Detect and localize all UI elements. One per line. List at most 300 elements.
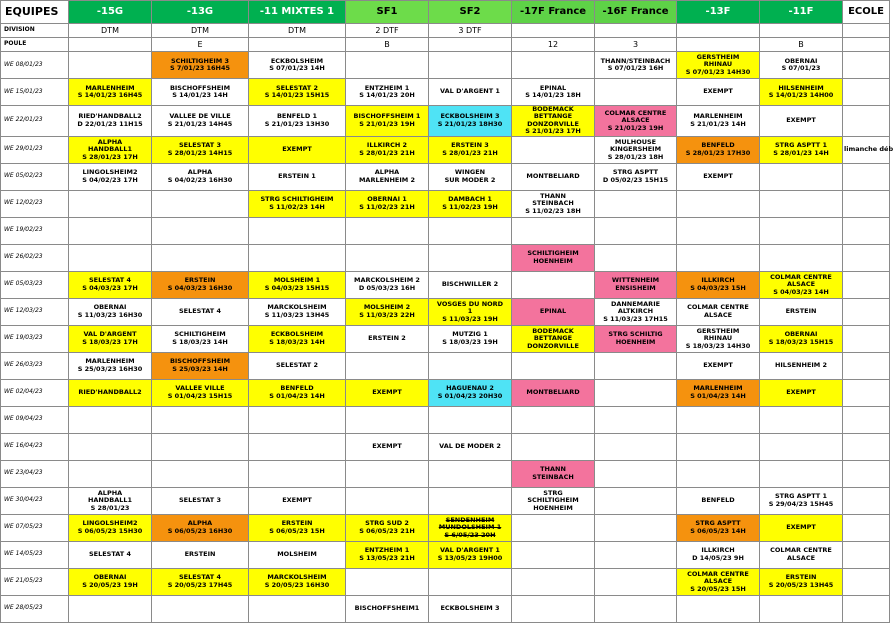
- match-cell[interactable]: [760, 325, 843, 352]
- column-header-16f-france[interactable]: -16F France: [595, 1, 677, 24]
- meta-cell[interactable]: [595, 24, 677, 38]
- equipes-header[interactable]: EQUIPES: [1, 1, 69, 24]
- week-date-cell[interactable]: WE 15/01/23: [1, 79, 69, 106]
- match-cell[interactable]: [677, 163, 760, 190]
- match-cell[interactable]: [677, 136, 760, 163]
- meta-cell[interactable]: [69, 38, 152, 52]
- match-cell[interactable]: [843, 106, 890, 137]
- match-text: COLMAR CENTRE ALSACE S 20/05/23 15H: [687, 569, 749, 593]
- week-date-cell[interactable]: WE 09/04/23: [1, 406, 69, 433]
- match-cell[interactable]: [249, 406, 346, 433]
- match-text: MARCKOLSHEIM 2 D 05/03/23 16H: [354, 276, 420, 292]
- match-cell[interactable]: [843, 52, 890, 79]
- match-cell[interactable]: [249, 514, 346, 541]
- match-text: THANN STEINBACH: [532, 465, 574, 481]
- match-cell[interactable]: [512, 217, 595, 244]
- match-cell[interactable]: [69, 487, 152, 514]
- match-cell[interactable]: [69, 406, 152, 433]
- week-date-cell[interactable]: WE 28/05/23: [1, 595, 69, 622]
- meta-cell[interactable]: 2 DTF: [346, 24, 429, 38]
- match-cell[interactable]: [346, 136, 429, 163]
- match-text: MOLSHEIM 1 S 04/03/23 15H15: [264, 276, 330, 292]
- division-row: [1, 24, 890, 38]
- match-cell[interactable]: [249, 136, 346, 163]
- week-date-cell[interactable]: WE 14/05/23: [1, 541, 69, 568]
- match-cell[interactable]: [152, 487, 249, 514]
- match-cell[interactable]: [595, 52, 677, 79]
- match-cell[interactable]: [760, 163, 843, 190]
- match-cell[interactable]: [512, 271, 595, 298]
- match-text: ECKBOLSHEIM 3: [440, 604, 500, 613]
- match-cell[interactable]: [429, 271, 512, 298]
- week-row: [1, 52, 890, 79]
- match-cell[interactable]: [677, 298, 760, 325]
- week-date-cell[interactable]: WE 30/04/23: [1, 487, 69, 514]
- match-cell[interactable]: [69, 568, 152, 595]
- match-text: ILLKIRCH S 04/03/23 15H: [690, 276, 746, 292]
- match-cell[interactable]: [595, 541, 677, 568]
- match-cell[interactable]: [346, 298, 429, 325]
- match-cell[interactable]: [429, 106, 512, 137]
- match-cell[interactable]: [69, 136, 152, 163]
- match-cell[interactable]: [512, 595, 595, 622]
- match-cell[interactable]: [595, 325, 677, 352]
- match-cell[interactable]: [69, 379, 152, 406]
- week-date-cell[interactable]: WE 26/03/23: [1, 352, 69, 379]
- column-header-sf2[interactable]: SF2: [429, 1, 512, 24]
- match-text: MARLENHEIM S 25/03/23 16H30: [77, 357, 143, 373]
- match-cell[interactable]: [69, 352, 152, 379]
- match-cell[interactable]: [69, 244, 152, 271]
- match-cell[interactable]: [249, 568, 346, 595]
- match-cell[interactable]: [429, 352, 512, 379]
- match-cell[interactable]: [677, 271, 760, 298]
- match-cell[interactable]: [249, 541, 346, 568]
- match-cell[interactable]: [152, 433, 249, 460]
- week-date-cell[interactable]: WE 05/02/23: [1, 163, 69, 190]
- match-cell[interactable]: [677, 487, 760, 514]
- match-cell[interactable]: [152, 352, 249, 379]
- match-cell[interactable]: [429, 541, 512, 568]
- match-cell[interactable]: [760, 190, 843, 217]
- match-cell[interactable]: [346, 163, 429, 190]
- match-cell[interactable]: [346, 217, 429, 244]
- match-cell[interactable]: [677, 406, 760, 433]
- match-text: limanche déb: [844, 145, 894, 154]
- week-date-cell[interactable]: WE 08/01/23: [1, 52, 69, 79]
- match-cell[interactable]: [677, 217, 760, 244]
- match-cell[interactable]: [760, 298, 843, 325]
- match-cell[interactable]: [595, 106, 677, 137]
- week-date-cell[interactable]: WE 19/02/23: [1, 217, 69, 244]
- match-text: COLMAR CENTRE ALSACE: [770, 546, 832, 562]
- match-cell[interactable]: [760, 244, 843, 271]
- match-cell[interactable]: [429, 406, 512, 433]
- match-cell[interactable]: [843, 595, 890, 622]
- match-cell[interactable]: [843, 136, 894, 163]
- column-header-sf1[interactable]: SF1: [346, 1, 429, 24]
- week-date-cell[interactable]: WE 26/02/23: [1, 244, 69, 271]
- match-cell[interactable]: [346, 406, 429, 433]
- match-cell[interactable]: [249, 460, 346, 487]
- match-cell[interactable]: [843, 79, 890, 106]
- match-cell[interactable]: [249, 217, 346, 244]
- match-cell[interactable]: [249, 244, 346, 271]
- match-cell[interactable]: [843, 433, 890, 460]
- match-text: OBERNAI S 07/01/23: [781, 56, 821, 72]
- match-cell[interactable]: [843, 541, 890, 568]
- match-text: ECKBOLSHEIM 3 S 21/01/23 18H30: [437, 112, 503, 128]
- header-row: [1, 1, 890, 24]
- match-cell[interactable]: [760, 460, 843, 487]
- match-cell[interactable]: [677, 352, 760, 379]
- week-row: [1, 352, 890, 379]
- match-cell[interactable]: [152, 271, 249, 298]
- match-cell[interactable]: [512, 190, 595, 217]
- match-cell[interactable]: [677, 433, 760, 460]
- match-cell[interactable]: [152, 568, 249, 595]
- match-cell[interactable]: [595, 595, 677, 622]
- match-cell[interactable]: [843, 352, 890, 379]
- match-cell[interactable]: [429, 52, 512, 79]
- match-cell[interactable]: [760, 568, 843, 595]
- match-cell[interactable]: [512, 52, 595, 79]
- match-cell[interactable]: [512, 514, 595, 541]
- match-cell[interactable]: [677, 595, 760, 622]
- column-header-11-mixtes-1[interactable]: -11 MIXTES 1: [249, 1, 346, 24]
- meta-cell[interactable]: 3: [595, 38, 677, 52]
- match-cell[interactable]: [429, 433, 512, 460]
- match-cell[interactable]: [760, 406, 843, 433]
- match-cell[interactable]: [843, 217, 890, 244]
- match-cell[interactable]: [249, 271, 346, 298]
- match-cell[interactable]: [595, 406, 677, 433]
- match-cell[interactable]: [760, 487, 843, 514]
- match-text: EXEMPT: [703, 87, 733, 96]
- match-text: ALPHA S 04/02/23 16H30: [167, 168, 233, 184]
- match-cell[interactable]: [760, 52, 843, 79]
- match-text: BISCHOFFSHEIM 1 S 21/01/23 19H: [353, 112, 421, 128]
- meta-cell[interactable]: [677, 24, 760, 38]
- match-cell[interactable]: [677, 79, 760, 106]
- match-cell[interactable]: [677, 244, 760, 271]
- week-row: [1, 379, 890, 406]
- meta-cell[interactable]: 3 DTF: [429, 24, 512, 38]
- match-cell[interactable]: [595, 163, 677, 190]
- match-text: BISCHOFFSHEIM S 25/03/23 14H: [169, 357, 231, 373]
- match-cell[interactable]: [677, 568, 760, 595]
- week-row: [1, 271, 890, 298]
- match-cell[interactable]: [429, 514, 512, 541]
- match-cell[interactable]: [346, 190, 429, 217]
- meta-cell[interactable]: DTM: [69, 24, 152, 38]
- match-cell[interactable]: [346, 514, 429, 541]
- match-cell[interactable]: [249, 298, 346, 325]
- meta-cell[interactable]: B: [760, 38, 843, 52]
- column-header-ecole[interactable]: ECOLE: [843, 1, 890, 24]
- week-date-cell[interactable]: WE 02/04/23: [1, 379, 69, 406]
- match-cell[interactable]: [69, 460, 152, 487]
- match-text: SCHILTIGHEIM HOENHEIM: [527, 249, 579, 265]
- match-cell[interactable]: [152, 106, 249, 137]
- match-cell[interactable]: [760, 217, 843, 244]
- match-cell[interactable]: [595, 298, 677, 325]
- match-cell[interactable]: [595, 217, 677, 244]
- match-cell[interactable]: [512, 406, 595, 433]
- match-cell[interactable]: [249, 325, 346, 352]
- week-date-cell[interactable]: WE 07/05/23: [1, 514, 69, 541]
- match-cell[interactable]: [843, 406, 890, 433]
- match-cell[interactable]: [249, 595, 346, 622]
- match-cell[interactable]: [69, 79, 152, 106]
- match-cell[interactable]: [595, 79, 677, 106]
- week-date-cell[interactable]: WE 16/04/23: [1, 433, 69, 460]
- match-cell[interactable]: [69, 190, 152, 217]
- match-cell[interactable]: [429, 298, 512, 325]
- meta-cell[interactable]: B: [346, 38, 429, 52]
- match-cell[interactable]: [249, 79, 346, 106]
- match-cell[interactable]: [512, 325, 595, 352]
- match-text: EXEMPT: [372, 442, 402, 451]
- match-cell[interactable]: [512, 352, 595, 379]
- match-text: SELESTAT 3 S 28/01/23 14H15: [167, 141, 233, 157]
- match-cell[interactable]: [429, 163, 512, 190]
- match-cell[interactable]: [595, 244, 677, 271]
- match-cell[interactable]: [595, 460, 677, 487]
- column-header-15g[interactable]: -15G: [69, 1, 152, 24]
- match-cell[interactable]: [69, 163, 152, 190]
- match-cell[interactable]: [843, 460, 890, 487]
- meta-cell[interactable]: [512, 24, 595, 38]
- match-cell[interactable]: [429, 325, 512, 352]
- match-cell[interactable]: [429, 136, 512, 163]
- match-cell[interactable]: [512, 136, 595, 163]
- week-date-cell[interactable]: WE 19/03/23: [1, 325, 69, 352]
- match-cell[interactable]: [152, 244, 249, 271]
- match-cell[interactable]: [595, 379, 677, 406]
- match-cell[interactable]: [249, 487, 346, 514]
- match-cell[interactable]: [346, 595, 429, 622]
- meta-cell[interactable]: [843, 24, 890, 38]
- match-cell[interactable]: [152, 217, 249, 244]
- match-cell[interactable]: [595, 271, 677, 298]
- match-cell[interactable]: [760, 541, 843, 568]
- match-cell[interactable]: [249, 106, 346, 137]
- match-cell[interactable]: [429, 487, 512, 514]
- match-cell[interactable]: [429, 79, 512, 106]
- match-text: EXEMPT: [703, 361, 733, 370]
- match-cell[interactable]: [677, 460, 760, 487]
- match-cell[interactable]: [512, 379, 595, 406]
- match-cell[interactable]: [677, 325, 760, 352]
- match-cell[interactable]: [346, 79, 429, 106]
- match-text: BENFELD: [701, 496, 735, 505]
- match-cell[interactable]: [249, 190, 346, 217]
- week-date-cell[interactable]: WE 23/04/23: [1, 460, 69, 487]
- match-cell[interactable]: [677, 541, 760, 568]
- match-cell[interactable]: [595, 136, 677, 163]
- meta-cell[interactable]: DTM: [249, 24, 346, 38]
- match-cell[interactable]: [152, 190, 249, 217]
- match-cell[interactable]: [69, 298, 152, 325]
- match-cell[interactable]: [249, 163, 346, 190]
- match-text: MONTBELIARD: [526, 388, 580, 397]
- match-cell[interactable]: [69, 433, 152, 460]
- match-cell[interactable]: [760, 106, 843, 137]
- match-cell[interactable]: [152, 379, 249, 406]
- column-header-17f-france[interactable]: -17F France: [512, 1, 595, 24]
- column-header-11f[interactable]: -11F: [760, 1, 843, 24]
- meta-cell[interactable]: 12: [512, 38, 595, 52]
- week-date-cell[interactable]: WE 05/03/23: [1, 271, 69, 298]
- match-cell[interactable]: [152, 595, 249, 622]
- match-cell[interactable]: [152, 79, 249, 106]
- match-text: OBERNAI 1 S 11/02/23 21H: [359, 195, 415, 211]
- week-date-cell[interactable]: WE 12/03/23: [1, 298, 69, 325]
- match-cell[interactable]: [152, 136, 249, 163]
- row-label[interactable]: DIVISION: [1, 24, 69, 38]
- week-date-cell[interactable]: WE 29/01/23: [1, 136, 69, 163]
- match-cell[interactable]: [512, 106, 595, 137]
- match-cell[interactable]: [843, 487, 890, 514]
- match-cell[interactable]: [249, 433, 346, 460]
- match-cell[interactable]: [512, 298, 595, 325]
- match-cell[interactable]: [760, 433, 843, 460]
- match-cell[interactable]: [843, 298, 890, 325]
- match-cell[interactable]: [677, 52, 760, 79]
- column-header-13g[interactable]: -13G: [152, 1, 249, 24]
- match-cell[interactable]: [429, 568, 512, 595]
- match-cell[interactable]: [677, 514, 760, 541]
- match-cell[interactable]: [152, 52, 249, 79]
- week-date-cell[interactable]: WE 21/05/23: [1, 568, 69, 595]
- match-cell[interactable]: [429, 190, 512, 217]
- match-cell[interactable]: [346, 52, 429, 79]
- match-cell[interactable]: [346, 106, 429, 137]
- match-cell[interactable]: [346, 352, 429, 379]
- match-cell[interactable]: [69, 217, 152, 244]
- match-cell[interactable]: [69, 106, 152, 137]
- meta-cell[interactable]: [429, 38, 512, 52]
- meta-cell[interactable]: [249, 38, 346, 52]
- match-cell[interactable]: [512, 487, 595, 514]
- match-cell[interactable]: [429, 595, 512, 622]
- match-cell[interactable]: [429, 217, 512, 244]
- match-cell[interactable]: [677, 190, 760, 217]
- match-cell[interactable]: [843, 244, 890, 271]
- match-cell[interactable]: [69, 52, 152, 79]
- match-cell[interactable]: [843, 163, 890, 190]
- match-cell[interactable]: [512, 541, 595, 568]
- meta-cell[interactable]: [677, 38, 760, 52]
- match-text: VALLEE DE VILLE S 21/01/23 14H45: [167, 112, 233, 128]
- match-cell[interactable]: [346, 325, 429, 352]
- match-cell[interactable]: [512, 244, 595, 271]
- match-cell[interactable]: [760, 136, 843, 163]
- match-text: VAL D'ARGENT 1: [440, 87, 500, 96]
- match-cell[interactable]: [346, 244, 429, 271]
- match-cell[interactable]: [760, 379, 843, 406]
- match-cell[interactable]: [760, 595, 843, 622]
- match-cell[interactable]: [429, 379, 512, 406]
- match-cell[interactable]: [346, 433, 429, 460]
- match-cell[interactable]: [760, 79, 843, 106]
- match-cell[interactable]: [429, 244, 512, 271]
- meta-cell[interactable]: [843, 38, 890, 52]
- match-cell[interactable]: [69, 595, 152, 622]
- match-cell[interactable]: [595, 433, 677, 460]
- match-text: MARLENHEIM S 21/01/23 14H: [690, 112, 746, 128]
- match-cell[interactable]: [69, 271, 152, 298]
- match-cell[interactable]: [512, 460, 595, 487]
- match-cell[interactable]: [843, 190, 890, 217]
- match-cell[interactable]: [760, 352, 843, 379]
- match-cell[interactable]: [760, 271, 843, 298]
- match-text: GERSTHEIM RHINAU S 18/03/23 14H30: [685, 326, 751, 350]
- match-cell[interactable]: [152, 406, 249, 433]
- match-cell[interactable]: [843, 379, 890, 406]
- match-text: ECKBOLSHEIM S 07/01/23 14H: [269, 56, 325, 72]
- match-cell[interactable]: [152, 514, 249, 541]
- match-cell[interactable]: [595, 487, 677, 514]
- match-cell[interactable]: [69, 325, 152, 352]
- match-cell[interactable]: [152, 163, 249, 190]
- match-cell[interactable]: [249, 379, 346, 406]
- match-cell[interactable]: [512, 433, 595, 460]
- meta-cell[interactable]: [760, 24, 843, 38]
- match-cell[interactable]: [249, 52, 346, 79]
- match-cell[interactable]: [346, 568, 429, 595]
- match-cell[interactable]: [595, 568, 677, 595]
- match-cell[interactable]: [843, 271, 890, 298]
- week-date-cell[interactable]: WE 12/02/23: [1, 190, 69, 217]
- match-cell[interactable]: [843, 514, 890, 541]
- match-cell[interactable]: [843, 568, 890, 595]
- column-header-13f[interactable]: -13F: [677, 1, 760, 24]
- match-cell[interactable]: [595, 514, 677, 541]
- match-cell[interactable]: [512, 79, 595, 106]
- match-cell[interactable]: [512, 568, 595, 595]
- match-cell[interactable]: [152, 460, 249, 487]
- match-cell[interactable]: [152, 541, 249, 568]
- match-cell[interactable]: [677, 379, 760, 406]
- meta-cell[interactable]: E: [152, 38, 249, 52]
- match-cell[interactable]: [677, 106, 760, 137]
- match-cell[interactable]: [429, 460, 512, 487]
- meta-cell[interactable]: DTM: [152, 24, 249, 38]
- match-cell[interactable]: [152, 298, 249, 325]
- match-cell[interactable]: [595, 352, 677, 379]
- week-date-cell[interactable]: WE 22/01/23: [1, 106, 69, 137]
- match-cell[interactable]: [346, 541, 429, 568]
- week-row: [1, 433, 890, 460]
- match-cell[interactable]: [595, 190, 677, 217]
- match-cell[interactable]: [69, 541, 152, 568]
- match-cell[interactable]: [346, 487, 429, 514]
- week-row: [1, 190, 890, 217]
- match-cell[interactable]: [249, 352, 346, 379]
- row-label[interactable]: POULE: [1, 38, 69, 52]
- match-cell[interactable]: [843, 325, 890, 352]
- match-cell[interactable]: [152, 325, 249, 352]
- match-cell[interactable]: [346, 460, 429, 487]
- match-cell[interactable]: [69, 514, 152, 541]
- match-cell[interactable]: [512, 163, 595, 190]
- match-cell[interactable]: [346, 379, 429, 406]
- match-cell[interactable]: [346, 271, 429, 298]
- match-text: DANNEMARIE ALTKIRCH S 11/03/23 17H15: [603, 299, 668, 323]
- match-cell[interactable]: [760, 514, 843, 541]
